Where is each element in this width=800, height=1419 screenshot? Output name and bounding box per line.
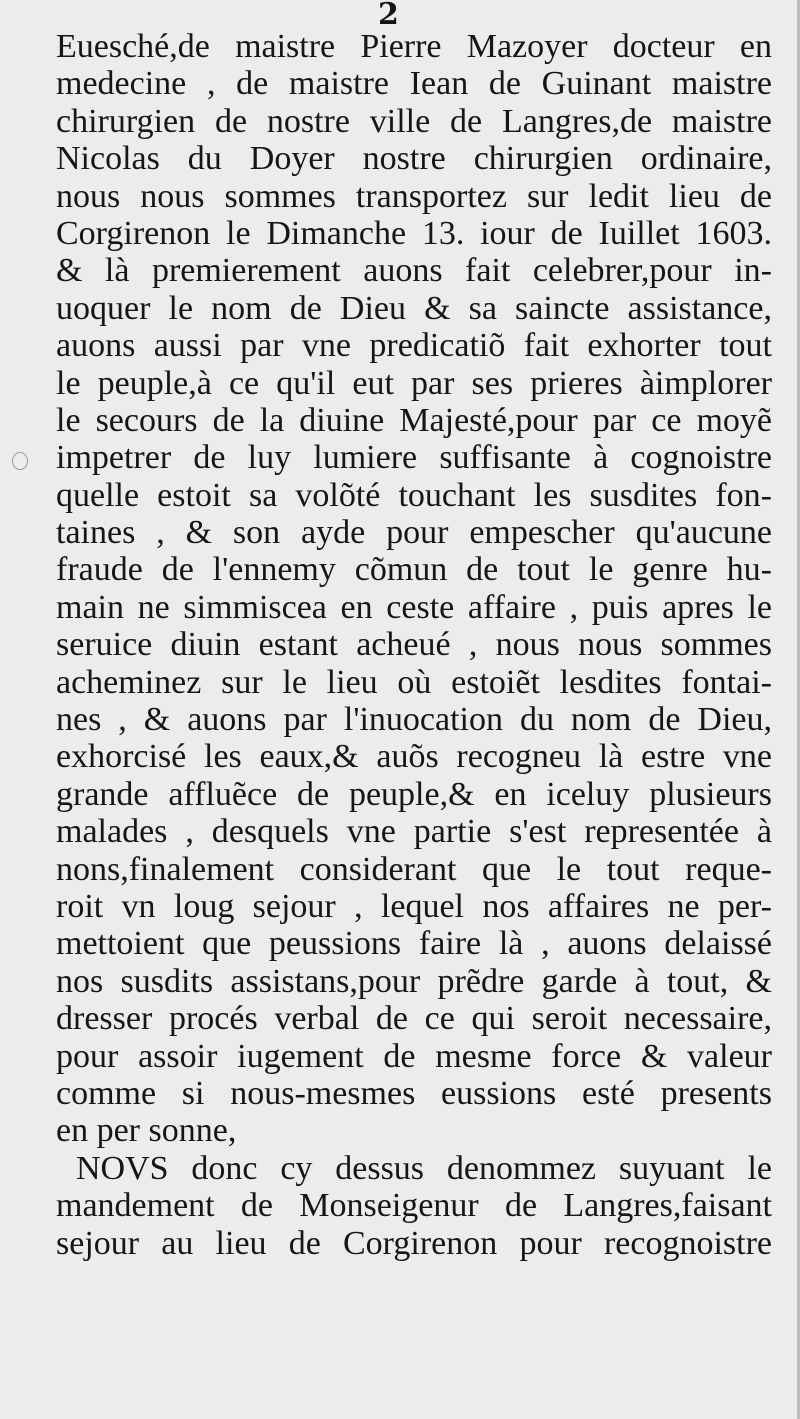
text-line: le secours de la diuine Majesté,pour par ce moyẽ: [56, 401, 772, 439]
text-line: seruice diuin estant acheué , nous nous sommes: [56, 626, 772, 664]
text-line: fraude de l'ennemy cõmun de tout le genre hu-: [56, 551, 772, 589]
text-line: roit vn loug sejour , lequel nos affaires ne per-: [56, 887, 772, 925]
text-line: malades , desquels vne partie s'est representée à: [56, 813, 772, 851]
text-line: le peuple,à ce qu'il eut par ses prieres àimplorer: [56, 364, 772, 402]
text-line: grande affluẽce de peuple,& en iceluy plusieurs: [56, 775, 772, 813]
text-line: pour assoir iugement de mesme force & valeur: [56, 1037, 772, 1075]
text-line: acheminez sur le lieu où estoiẽt lesdites fontai-: [56, 663, 772, 701]
text-line: mettoient que peussions faire là , auons delaissé: [56, 925, 772, 963]
text-line: taines , & son ayde pour empescher qu'aucune: [56, 514, 772, 552]
text-line: dresser procés verbal de ce qui seroit necessaire,: [56, 1000, 772, 1038]
text-line: impetrer de luy lumiere suffisante à cognoistre: [56, 439, 772, 477]
text-line: Corgirenon le Dimanche 13. iour de Iuillet 1603.: [56, 214, 772, 252]
body-text: [56, 28, 772, 1262]
text-line: nes , & auons par l'inuocation du nom de Dieu,: [56, 701, 772, 739]
text-line: nons,finalement considerant que le tout reque-: [56, 850, 772, 888]
text-line: medecine , de maistre Iean de Guinant maistre: [56, 65, 772, 103]
text-line: chirurgien de nostre ville de Langres,de maistre: [56, 102, 772, 140]
text-line-paragraph-end: en per sonne,: [56, 1112, 237, 1150]
text-line: Euesché,de maistre Pierre Mazoyer docteur en: [56, 28, 772, 65]
text-line: mandement de Monseigenur de Langres,faisant: [56, 1187, 772, 1225]
text-line: main ne simmiscea en ceste affaire , puis apres le: [56, 588, 772, 626]
margin-ring-mark: [12, 452, 28, 470]
text-line: nous nous sommes transportez sur ledit lieu de: [56, 177, 772, 215]
text-line: & là premierement auons fait celebrer,pour in-: [56, 252, 772, 290]
text-line: Nicolas du Doyer nostre chirurgien ordinaire,: [56, 140, 772, 178]
text-line: uoquer le nom de Dieu & sa saincte assistance,: [56, 289, 772, 327]
text-line: quelle estoit sa volõté touchant les susdites fon-: [56, 476, 772, 514]
text-line-paragraph-start: NOVS donc cy dessus denommez suyuant le: [76, 1149, 772, 1187]
text-line: auons aussi par vne predicatiõ fait exhorter tout: [56, 327, 772, 365]
text-line: exhorcisé les eaux,& auõs recogneu là estre vne: [56, 738, 772, 776]
page-number: 2: [378, 0, 399, 32]
text-line: sejour au lieu de Corgirenon pour recognoistre: [56, 1224, 772, 1262]
text-line: comme si nous-mesmes eussions esté presents: [56, 1074, 772, 1112]
text-line: nos susdits assistans,pour prẽdre garde à tout, &: [56, 962, 772, 1000]
